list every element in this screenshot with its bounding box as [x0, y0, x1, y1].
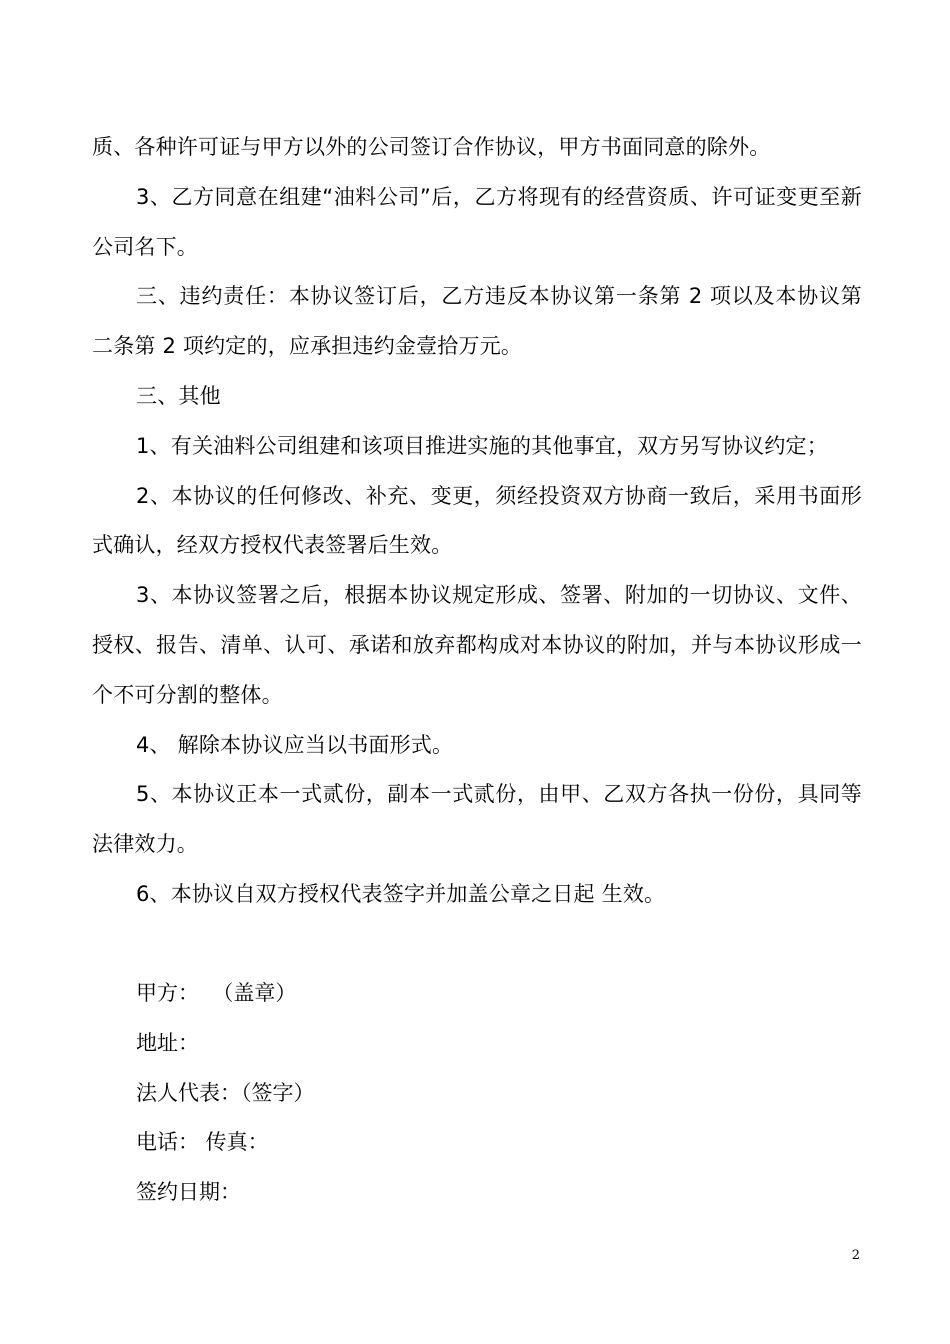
paragraph-other-5: 5、本协议正本一式贰份，副本一式贰份，由甲、乙双方各执一份份，具同等法律效力。: [92, 782, 862, 857]
paragraph-breach-liability: 三、违约责任：本协议签订后，乙方违反本协议第一条第 2 项以及本协议第二条第 2 项约定的，应承担违约金壹拾万元。: [92, 284, 862, 359]
paragraph-continuation: 质、各种许可证与甲方以外的公司签订合作协议，甲方书面同意的除外。: [92, 135, 771, 159]
paragraph-other-3: 3、本协议签署之后，根据本协议规定形成、签署、附加的一切协议、文件、授权、报告、清单、认可、承诺和放弃都构成对本协议的附加，并与本协议形成一个不可分割的整体。: [92, 583, 862, 707]
address-line: 地址：: [136, 1030, 199, 1055]
phone-fax-line: 电话： 传真：: [136, 1130, 269, 1155]
paragraph-other-1: 1、有关油料公司组建和该项目推进实施的其他事宜，双方另写协议约定；: [136, 433, 828, 458]
paragraph-other-2: 2、本协议的任何修改、补充、变更，须经投资双方协商一致后，采用书面形式确认，经双方授权代表签署后生效。: [92, 483, 862, 558]
paragraph-clause-3-license-transfer: 3、乙方同意在组建“油料公司”后，乙方将现有的经营资质、许可证变更至新公司名下。: [92, 184, 862, 259]
sign-date-line: 签约日期：: [136, 1180, 241, 1205]
paragraph-other-4: 4、 解除本协议应当以书面形式。: [136, 732, 454, 757]
signature-block: [136, 969, 736, 1218]
paragraph-other-6: 6、本协议自双方授权代表签字并加盖公章之日起 生效。: [136, 881, 666, 906]
party-a-line: 甲方： （盖章）: [136, 981, 297, 1005]
agreement-body: [92, 123, 862, 920]
page-number: 2: [851, 1248, 860, 1263]
legal-representative-line: 法人代表：（签字）: [136, 1080, 315, 1105]
section-heading-other: 三、其他: [136, 383, 221, 408]
